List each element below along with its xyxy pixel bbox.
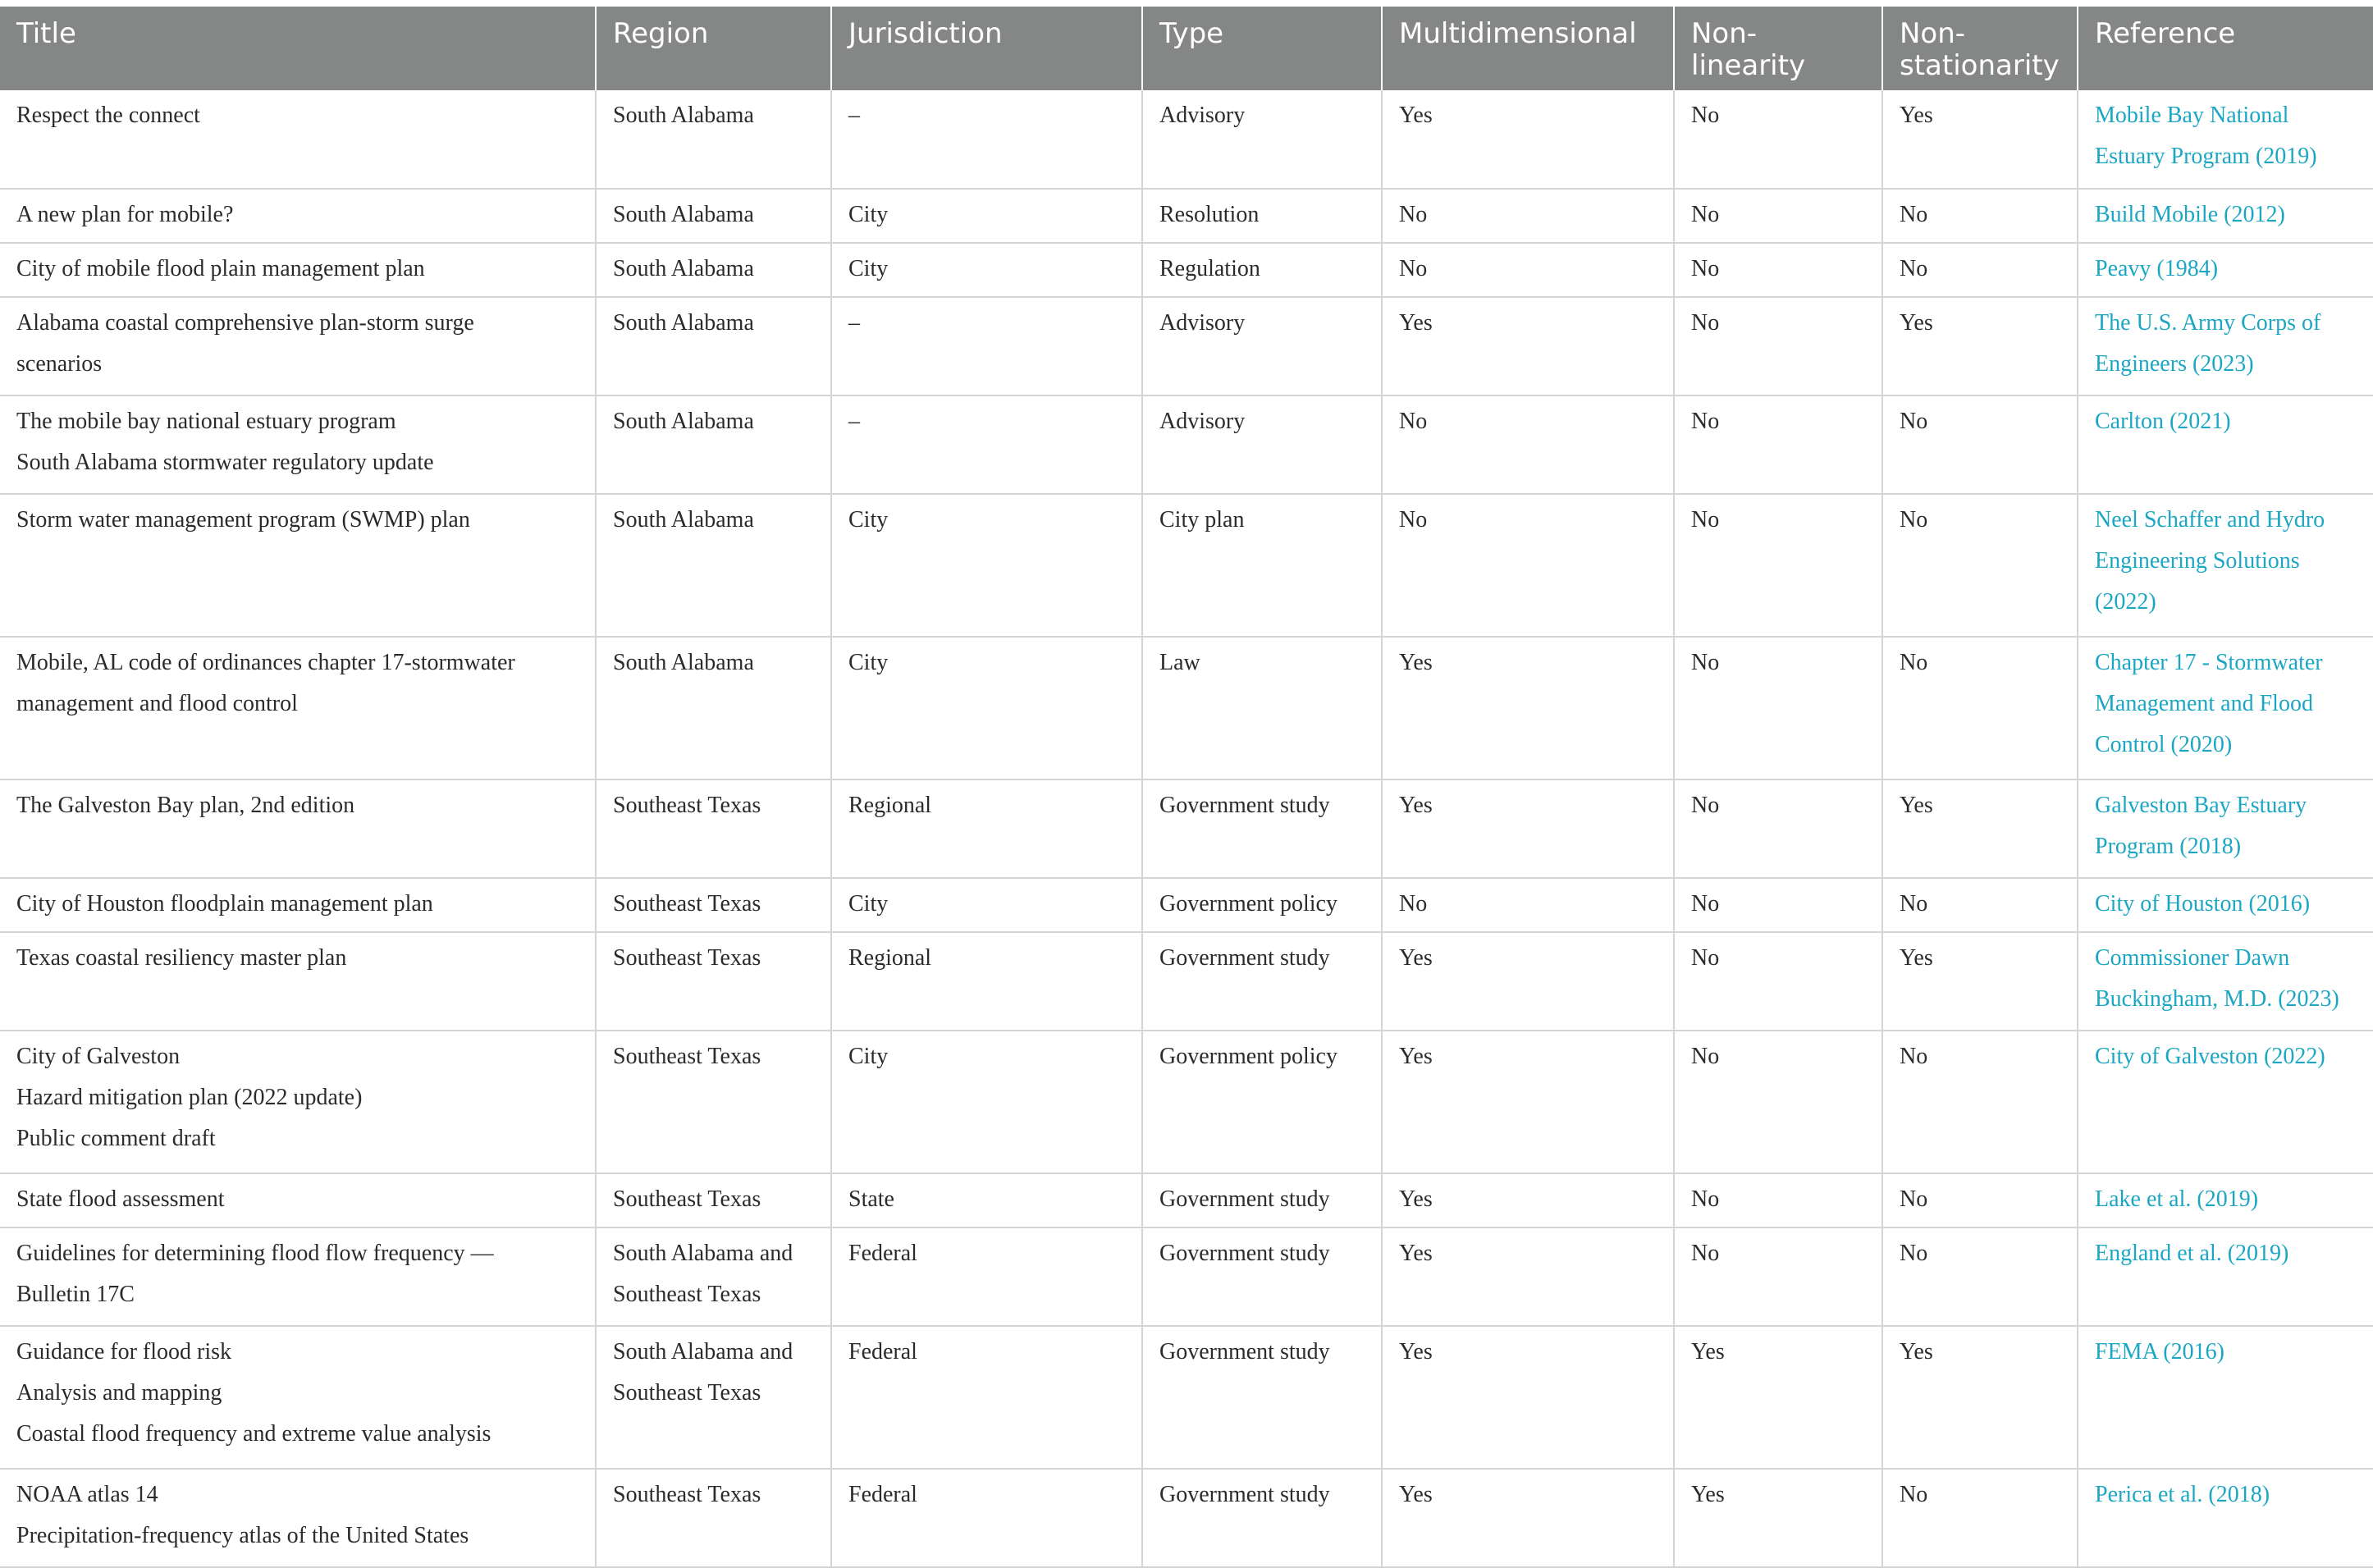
header-nonlinearity — [1674, 7, 1882, 90]
cell-region — [596, 189, 831, 243]
cell-reference[interactable] — [2078, 1326, 2373, 1469]
cell-type — [1142, 494, 1382, 637]
cell-nonstationarity — [1882, 1031, 2078, 1173]
cell-text: No — [1900, 507, 1928, 533]
cell-text: South Alabama — [613, 507, 754, 533]
cell-text: Advisory — [1159, 103, 1246, 128]
header-type — [1142, 7, 1382, 90]
cell-multidimensional — [1382, 297, 1674, 395]
cell-region — [596, 90, 831, 189]
cell-text: Yes — [1399, 650, 1433, 675]
cell-text: South Alabama and — [613, 1241, 793, 1266]
cell-text: Texas coastal resiliency master plan — [16, 945, 347, 971]
cell-text: State — [848, 1186, 894, 1212]
cell-type — [1142, 189, 1382, 243]
cell-reference[interactable] — [2078, 1031, 2373, 1173]
cell-text: Government study — [1159, 945, 1330, 971]
cell-text: No — [1691, 103, 1720, 128]
cell-text: Regional — [848, 945, 932, 971]
header-text: Multidimensional — [1399, 17, 1637, 50]
cell-text: Yes — [1900, 103, 1933, 128]
table-row — [0, 243, 2373, 297]
cell-text: Yes — [1399, 793, 1433, 818]
reference-link-text[interactable]: Galveston Bay Estuary — [2095, 793, 2307, 818]
cell-reference[interactable] — [2078, 494, 2373, 637]
cell-nonlinearity — [1674, 1469, 1882, 1567]
cell-multidimensional — [1382, 189, 1674, 243]
reference-link-text[interactable]: Program (2018) — [2095, 834, 2242, 859]
table-row — [0, 1031, 2373, 1173]
cell-title — [0, 243, 596, 297]
cell-region — [596, 1173, 831, 1227]
cell-nonstationarity — [1882, 779, 2078, 878]
cell-text: Southeast Texas — [613, 1186, 761, 1212]
reference-link-text[interactable]: Neel Schaffer and Hydro — [2095, 507, 2325, 533]
cell-text: Regional — [848, 793, 932, 818]
cell-jurisdiction — [831, 1031, 1142, 1173]
cell-text: No — [1900, 1241, 1928, 1266]
cell-jurisdiction — [831, 1227, 1142, 1326]
cell-nonstationarity — [1882, 90, 2078, 189]
cell-text: City plan — [1159, 507, 1245, 533]
cell-text: Yes — [1399, 103, 1433, 128]
cell-text: South Alabama — [613, 202, 754, 227]
cell-text: Federal — [848, 1339, 917, 1365]
cell-type — [1142, 243, 1382, 297]
cell-jurisdiction — [831, 1326, 1142, 1469]
cell-text: No — [1900, 202, 1928, 227]
cell-text: Yes — [1691, 1339, 1725, 1365]
cell-title — [0, 1227, 596, 1326]
cell-region — [596, 932, 831, 1031]
cell-type — [1142, 637, 1382, 779]
cell-reference[interactable] — [2078, 1469, 2373, 1567]
cell-nonlinearity — [1674, 1173, 1882, 1227]
cell-text: Southeast Texas — [613, 1282, 761, 1307]
reference-link-text[interactable]: Mobile Bay National — [2095, 103, 2289, 128]
cell-multidimensional — [1382, 1031, 1674, 1173]
cell-region — [596, 494, 831, 637]
table-row — [0, 637, 2373, 779]
cell-text: Resolution — [1159, 202, 1260, 227]
reference-link-text[interactable]: Buckingham, M.D. (2023) — [2095, 986, 2339, 1012]
cell-region — [596, 1469, 831, 1567]
cell-text: No — [1900, 1044, 1928, 1069]
cell-text: Southeast Texas — [613, 1380, 761, 1406]
table-row — [0, 1326, 2373, 1469]
cell-text: Precipitation-frequency atlas of the United States — [16, 1523, 469, 1548]
reference-link-text[interactable]: Commissioner Dawn — [2095, 945, 2290, 971]
cell-text: City — [848, 1044, 889, 1069]
cell-region — [596, 297, 831, 395]
cell-reference[interactable] — [2078, 779, 2373, 878]
cell-jurisdiction — [831, 1469, 1142, 1567]
cell-text: City — [848, 891, 889, 917]
reference-link-text[interactable]: Control (2020) — [2095, 732, 2233, 757]
header-region — [596, 7, 831, 90]
header-title — [0, 7, 596, 90]
cell-text: – — [848, 310, 860, 336]
reference-link-text[interactable]: The U.S. Army Corps of — [2095, 310, 2321, 336]
reference-link-text[interactable]: FEMA (2016) — [2095, 1339, 2224, 1365]
cell-text: City — [848, 650, 889, 675]
cell-multidimensional — [1382, 1173, 1674, 1227]
cell-text: Bulletin 17C — [16, 1282, 135, 1307]
cell-multidimensional — [1382, 1469, 1674, 1567]
cell-text: Coastal flood frequency and extreme value analysis — [16, 1421, 492, 1447]
cell-text: South Alabama — [613, 256, 754, 281]
cell-text: Yes — [1900, 945, 1933, 971]
cell-text: Southeast Texas — [613, 793, 761, 818]
cell-nonstationarity — [1882, 297, 2078, 395]
cell-nonstationarity — [1882, 1469, 2078, 1567]
table-row — [0, 395, 2373, 494]
cell-nonstationarity — [1882, 637, 2078, 779]
cell-text: Southeast Texas — [613, 891, 761, 917]
cell-reference[interactable] — [2078, 932, 2373, 1031]
cell-text: Respect the connect — [16, 103, 200, 128]
cell-text: South Alabama stormwater regulatory update — [16, 450, 434, 475]
cell-multidimensional — [1382, 243, 1674, 297]
cell-text: No — [1691, 793, 1720, 818]
reference-link-text[interactable]: England et al. (2019) — [2095, 1241, 2289, 1266]
cell-nonlinearity — [1674, 395, 1882, 494]
cell-text: Yes — [1900, 310, 1933, 336]
table-row — [0, 297, 2373, 395]
cell-text: Yes — [1399, 1044, 1433, 1069]
cell-type — [1142, 1326, 1382, 1469]
cell-nonstationarity — [1882, 1326, 2078, 1469]
cell-text: No — [1399, 256, 1428, 281]
reference-link-text[interactable]: Engineers (2023) — [2095, 351, 2254, 377]
cell-text: Federal — [848, 1241, 917, 1266]
cell-multidimensional — [1382, 779, 1674, 878]
table-row — [0, 932, 2373, 1031]
cell-jurisdiction — [831, 878, 1142, 932]
cell-nonlinearity — [1674, 637, 1882, 779]
cell-reference[interactable] — [2078, 189, 2373, 243]
table-row — [0, 1173, 2373, 1227]
cell-type — [1142, 90, 1382, 189]
cell-nonstationarity — [1882, 1173, 2078, 1227]
header-text: Non- — [1691, 17, 1758, 50]
cell-text: No — [1691, 945, 1720, 971]
reference-link-text[interactable]: (2022) — [2095, 589, 2156, 615]
cell-text: No — [1691, 310, 1720, 336]
cell-text: No — [1691, 256, 1720, 281]
cell-nonstationarity — [1882, 243, 2078, 297]
cell-jurisdiction — [831, 90, 1142, 189]
cell-type — [1142, 1227, 1382, 1326]
cell-text: City of mobile flood plain management plan — [16, 256, 425, 281]
cell-reference[interactable] — [2078, 637, 2373, 779]
cell-text: – — [848, 103, 860, 128]
cell-multidimensional — [1382, 395, 1674, 494]
cell-title — [0, 637, 596, 779]
cell-multidimensional — [1382, 1227, 1674, 1326]
cell-text: scenarios — [16, 351, 103, 377]
cell-text: Law — [1159, 650, 1200, 675]
cell-text: Yes — [1399, 1186, 1433, 1212]
cell-multidimensional — [1382, 878, 1674, 932]
cell-title — [0, 395, 596, 494]
header-row — [0, 7, 2373, 90]
cell-text: Southeast Texas — [613, 1482, 761, 1507]
reference-link-text[interactable]: Engineering Solutions — [2095, 548, 2300, 574]
cell-text: Yes — [1900, 1339, 1933, 1365]
cell-title — [0, 1326, 596, 1469]
reference-link-text[interactable]: City of Houston (2016) — [2095, 891, 2311, 917]
cell-text: Government policy — [1159, 891, 1337, 917]
cell-reference[interactable] — [2078, 243, 2373, 297]
reference-link-text[interactable]: Estuary Program (2019) — [2095, 144, 2317, 169]
header-text: Type — [1159, 17, 1224, 50]
cell-text: Advisory — [1159, 409, 1246, 434]
cell-type — [1142, 878, 1382, 932]
cell-text: No — [1691, 1241, 1720, 1266]
cell-text: No — [1900, 891, 1928, 917]
cell-text: No — [1900, 409, 1928, 434]
reference-link-text[interactable]: City of Galveston (2022) — [2095, 1044, 2325, 1069]
cell-region — [596, 637, 831, 779]
cell-text: South Alabama — [613, 310, 754, 336]
cell-type — [1142, 932, 1382, 1031]
cell-reference[interactable] — [2078, 1227, 2373, 1326]
cell-text: City — [848, 507, 889, 533]
cell-title — [0, 297, 596, 395]
cell-text: Guidance for flood risk — [16, 1339, 232, 1365]
cell-jurisdiction — [831, 189, 1142, 243]
cell-jurisdiction — [831, 494, 1142, 637]
header-text: Region — [613, 17, 709, 50]
cell-reference[interactable] — [2078, 878, 2373, 932]
cell-text: Hazard mitigation plan (2022 update) — [16, 1085, 363, 1110]
cell-region — [596, 878, 831, 932]
cell-nonlinearity — [1674, 297, 1882, 395]
cell-text: Analysis and mapping — [16, 1380, 222, 1406]
cell-jurisdiction — [831, 243, 1142, 297]
cell-text: Guidelines for determining flood flow frequency — — [16, 1241, 494, 1266]
cell-jurisdiction — [831, 932, 1142, 1031]
cell-jurisdiction — [831, 297, 1142, 395]
table-header — [0, 7, 2373, 90]
cell-nonstationarity — [1882, 1227, 2078, 1326]
cell-nonlinearity — [1674, 90, 1882, 189]
cell-text: Southeast Texas — [613, 1044, 761, 1069]
reference-link-text[interactable]: Chapter 17 - Stormwater — [2095, 650, 2323, 675]
cell-text: Yes — [1399, 1339, 1433, 1365]
cell-text: Yes — [1691, 1482, 1725, 1507]
cell-region — [596, 395, 831, 494]
cell-text: No — [1900, 1186, 1928, 1212]
cell-title — [0, 779, 596, 878]
cell-text: Yes — [1399, 310, 1433, 336]
cell-multidimensional — [1382, 932, 1674, 1031]
cell-text: The mobile bay national estuary program — [16, 409, 396, 434]
reference-link-text[interactable]: Peavy (1984) — [2095, 256, 2219, 281]
cell-text: Public comment draft — [16, 1126, 216, 1151]
cell-type — [1142, 1469, 1382, 1567]
cell-text: Government study — [1159, 1482, 1330, 1507]
reference-link-text[interactable]: Perica et al. (2018) — [2095, 1482, 2270, 1507]
cell-title — [0, 1469, 596, 1567]
cell-reference[interactable] — [2078, 1173, 2373, 1227]
cell-text: Government study — [1159, 1186, 1330, 1212]
cell-multidimensional — [1382, 637, 1674, 779]
cell-type — [1142, 1031, 1382, 1173]
cell-nonlinearity — [1674, 932, 1882, 1031]
header-jurisdiction — [831, 7, 1142, 90]
header-text: Title — [16, 17, 76, 50]
cell-jurisdiction — [831, 637, 1142, 779]
cell-text: South Alabama — [613, 650, 754, 675]
cell-region — [596, 1227, 831, 1326]
cell-nonstationarity — [1882, 189, 2078, 243]
cell-text: Government policy — [1159, 1044, 1337, 1069]
table-row — [0, 189, 2373, 243]
cell-text: management and flood control — [16, 691, 298, 716]
cell-text: The Galveston Bay plan, 2nd edition — [16, 793, 355, 818]
cell-text: No — [1691, 507, 1720, 533]
cell-region — [596, 1326, 831, 1469]
cell-text: Government study — [1159, 793, 1330, 818]
reference-link-text[interactable]: Lake et al. (2019) — [2095, 1186, 2259, 1212]
cell-jurisdiction — [831, 1173, 1142, 1227]
cell-multidimensional — [1382, 494, 1674, 637]
cell-text: Southeast Texas — [613, 945, 761, 971]
cell-region — [596, 779, 831, 878]
cell-nonlinearity — [1674, 878, 1882, 932]
header-text: Jurisdiction — [848, 17, 1003, 50]
cell-text: Yes — [1399, 1482, 1433, 1507]
cell-nonlinearity — [1674, 243, 1882, 297]
cell-title — [0, 1031, 596, 1173]
cell-reference[interactable] — [2078, 90, 2373, 189]
header-text: stationarity — [1900, 49, 2060, 82]
cell-text: No — [1900, 1482, 1928, 1507]
cell-text: No — [1691, 202, 1720, 227]
header-multidimensional — [1382, 7, 1674, 90]
reference-link-text[interactable]: Build Mobile (2012) — [2095, 202, 2285, 227]
cell-text: City — [848, 256, 889, 281]
cell-text: No — [1691, 409, 1720, 434]
cell-text: No — [1691, 1044, 1720, 1069]
cell-text: No — [1691, 891, 1720, 917]
reference-link-text[interactable]: Management and Flood — [2095, 691, 2313, 716]
table-body — [0, 90, 2373, 1567]
header-text: linearity — [1691, 49, 1806, 82]
table-row — [0, 90, 2373, 189]
cell-nonstationarity — [1882, 878, 2078, 932]
cell-title — [0, 494, 596, 637]
table-row — [0, 878, 2373, 932]
cell-text: City — [848, 202, 889, 227]
cell-text: Advisory — [1159, 310, 1246, 336]
cell-text: No — [1399, 507, 1428, 533]
header-text: Non- — [1900, 17, 1966, 50]
cell-text: No — [1691, 1186, 1720, 1212]
cell-type — [1142, 395, 1382, 494]
table-row — [0, 779, 2373, 878]
cell-type — [1142, 1173, 1382, 1227]
table-row — [0, 494, 2373, 637]
cell-text: State flood assessment — [16, 1186, 225, 1212]
cell-text: Federal — [848, 1482, 917, 1507]
cell-nonstationarity — [1882, 395, 2078, 494]
cell-text: Yes — [1399, 945, 1433, 971]
cell-nonlinearity — [1674, 189, 1882, 243]
cell-multidimensional — [1382, 1326, 1674, 1469]
table-row — [0, 1469, 2373, 1567]
cell-text: No — [1900, 650, 1928, 675]
header-text: Reference — [2095, 17, 2236, 50]
policy-table — [0, 7, 2373, 1568]
cell-text: A new plan for mobile? — [16, 202, 234, 227]
cell-text: No — [1399, 409, 1428, 434]
cell-region — [596, 243, 831, 297]
cell-reference[interactable] — [2078, 395, 2373, 494]
cell-title — [0, 189, 596, 243]
cell-text: South Alabama and — [613, 1339, 793, 1365]
cell-text: No — [1399, 891, 1428, 917]
cell-text: No — [1691, 650, 1720, 675]
cell-nonlinearity — [1674, 494, 1882, 637]
cell-nonlinearity — [1674, 1326, 1882, 1469]
cell-text: – — [848, 409, 860, 434]
cell-nonlinearity — [1674, 1227, 1882, 1326]
cell-text: NOAA atlas 14 — [16, 1482, 158, 1507]
cell-text: Government study — [1159, 1339, 1330, 1365]
cell-text: Mobile, AL code of ordinances chapter 17-stormwater — [16, 650, 515, 675]
cell-title — [0, 932, 596, 1031]
cell-nonstationarity — [1882, 494, 2078, 637]
cell-text: Government study — [1159, 1241, 1330, 1266]
cell-nonlinearity — [1674, 1031, 1882, 1173]
cell-text: No — [1900, 256, 1928, 281]
cell-text: Yes — [1399, 1241, 1433, 1266]
cell-title — [0, 90, 596, 189]
cell-text: City of Galveston — [16, 1044, 181, 1069]
reference-link-text[interactable]: Carlton (2021) — [2095, 409, 2231, 434]
cell-text: South Alabama — [613, 409, 754, 434]
cell-text: South Alabama — [613, 103, 754, 128]
cell-region — [596, 1031, 831, 1173]
cell-nonstationarity — [1882, 932, 2078, 1031]
cell-nonlinearity — [1674, 779, 1882, 878]
cell-jurisdiction — [831, 395, 1142, 494]
cell-multidimensional — [1382, 90, 1674, 189]
cell-title — [0, 1173, 596, 1227]
cell-jurisdiction — [831, 779, 1142, 878]
cell-reference[interactable] — [2078, 297, 2373, 395]
cell-title — [0, 878, 596, 932]
cell-type — [1142, 779, 1382, 878]
cell-text: No — [1399, 202, 1428, 227]
cell-text: City of Houston floodplain management plan — [16, 891, 433, 917]
cell-text: Regulation — [1159, 256, 1260, 281]
cell-text: Alabama coastal comprehensive plan-storm surge — [16, 310, 474, 336]
header-reference — [2078, 7, 2373, 90]
cell-text: Yes — [1900, 793, 1933, 818]
table-row — [0, 1227, 2373, 1326]
header-nonstationarity — [1882, 7, 2078, 90]
policy-table-container — [0, 7, 2373, 1548]
cell-type — [1142, 297, 1382, 395]
cell-text: Storm water management program (SWMP) plan — [16, 507, 470, 533]
